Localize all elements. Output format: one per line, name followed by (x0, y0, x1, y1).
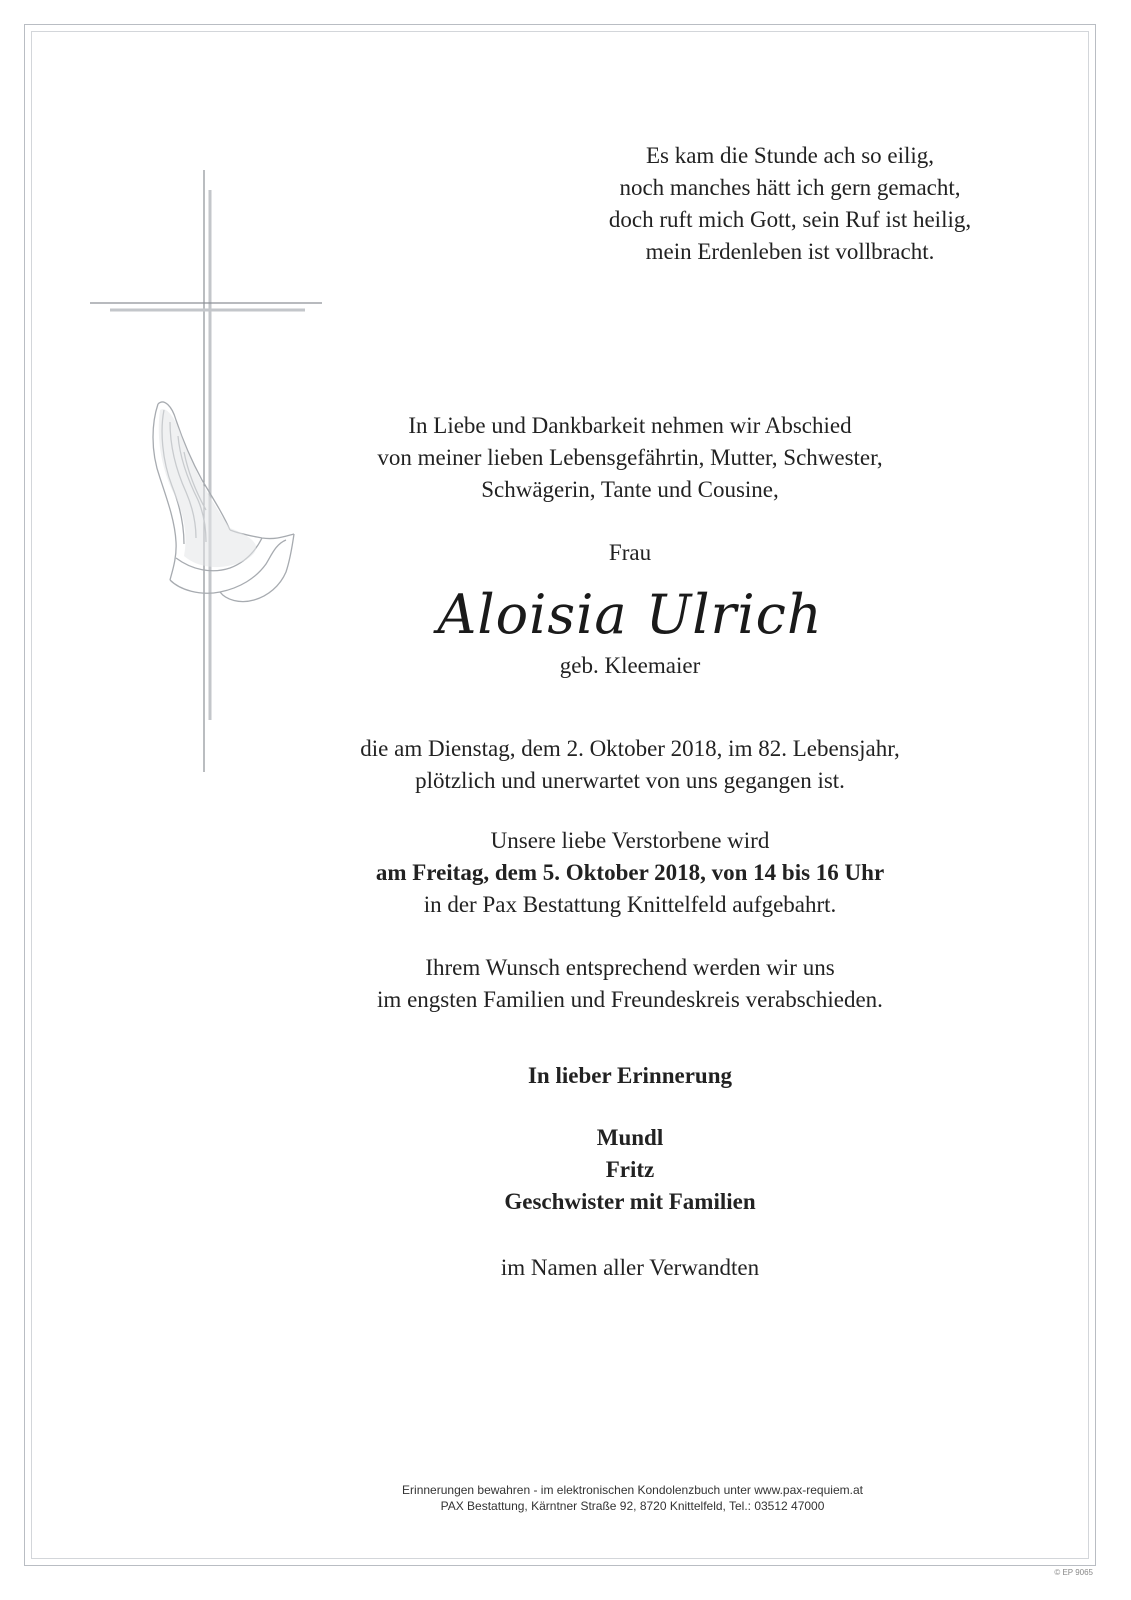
poem-line: doch ruft mich Gott, sein Ruf ist heilig, (608, 207, 972, 232)
intro-line: von meiner lieben Lebensgefährtin, Mutter, Schwester, (377, 445, 883, 470)
poem-line: mein Erdenleben ist vollbracht. (645, 239, 935, 264)
wish-line: Ihrem Wunsch entsprechend werden wir uns (425, 955, 835, 980)
poem (600, 140, 980, 268)
salutation-text: Frau (608, 540, 652, 565)
closing-text: In lieber Erinnerung (527, 1063, 733, 1088)
maiden-name (300, 650, 960, 682)
death-notice (300, 733, 960, 797)
poem-line: Es kam die Stunde ach so eilig, (645, 143, 935, 168)
wish-line: im engsten Familien und Freundeskreis verabschieden. (377, 987, 883, 1012)
intro-line: In Liebe und Dankbarkeit nehmen wir Abschied (408, 413, 852, 438)
viewing-line: Unsere liebe Verstorbene wird (490, 828, 770, 853)
footer-address-line: PAX Bestattung, Kärntner Straße 92, 8720 Knittelfeld, Tel.: 03512 47000 (440, 1499, 825, 1513)
viewing-date-time: am Freitag, dem 5. Oktober 2018, von 14 bis 16 Uhr (375, 860, 885, 885)
relatives-note-text: im Namen aller Verwandten (500, 1255, 760, 1280)
maiden-name-text: geb. Kleemaier (559, 653, 701, 678)
farewell-intro (300, 410, 960, 506)
mourner: Mundl (596, 1125, 664, 1150)
intro-line: Schwägerin, Tante und Cousine, (481, 477, 779, 502)
poem-line: noch manches hätt ich gern gemacht, (619, 175, 961, 200)
relatives-note (300, 1252, 960, 1284)
closing-phrase (300, 1060, 960, 1092)
salutation (300, 537, 960, 569)
wish-notice (300, 952, 960, 1016)
viewing-location: in der Pax Bestattung Knittelfeld aufgebahrt. (423, 892, 837, 917)
mourners-list (300, 1122, 960, 1218)
viewing-notice (300, 825, 960, 921)
mourner: Geschwister mit Familien (504, 1189, 756, 1214)
death-notice-line: die am Dienstag, dem 2. Oktober 2018, im 82. Lebensjahr, (360, 736, 900, 761)
deceased-name: Aloisia Ulrich (437, 583, 823, 646)
footer (300, 1482, 965, 1514)
death-notice-line: plötzlich und unerwartet von uns gegangen ist. (415, 768, 845, 793)
mourner: Fritz (605, 1157, 655, 1182)
print-code: © EP 9065 (1054, 1568, 1093, 1577)
footer-condolence-line: Erinnerungen bewahren - im elektronischen Kondolenzbuch unter www.pax-requiem.at (402, 1483, 863, 1497)
